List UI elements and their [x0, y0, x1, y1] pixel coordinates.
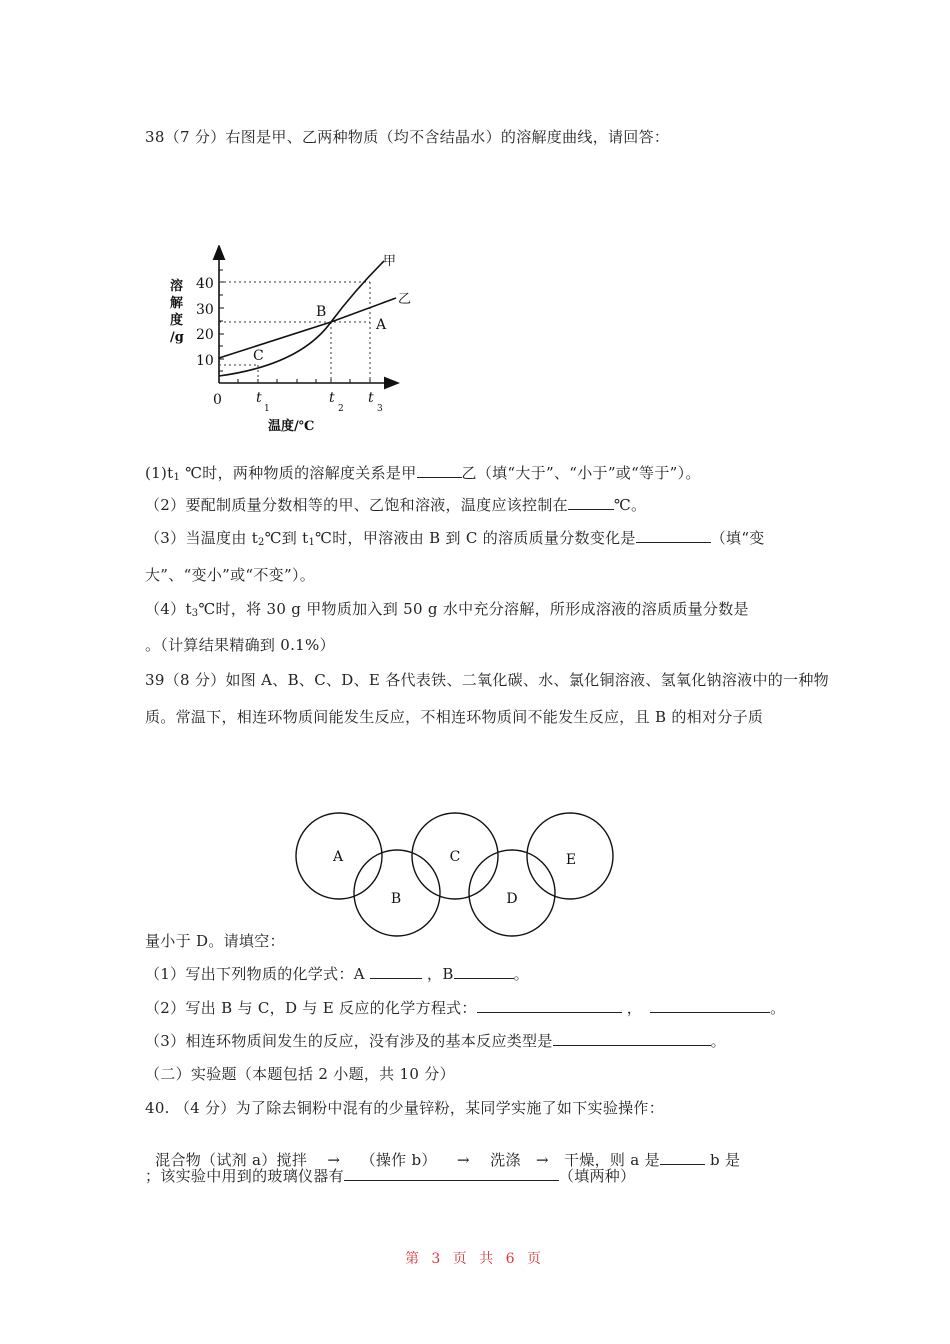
answer-blank-39-eq1[interactable] — [477, 998, 622, 1013]
answer-blank-38-1[interactable] — [417, 463, 462, 478]
svg-text:C: C — [449, 849, 461, 865]
question-39-line2: 质。常温下，相连环物质间能发生反应，不相连环物质间不能发生反应，且 B 的相对分子质 — [145, 708, 764, 726]
origin-label: 0 — [213, 392, 222, 408]
q39-part2: （2）写出 B 与 C，D 与 E 反应的化学方程式： ， 。 — [145, 999, 786, 1017]
rings-diagram — [290, 805, 620, 940]
y-tick-20: 20 — [196, 327, 214, 343]
question-39-line3: 量小于 D。请填空： — [145, 932, 285, 950]
question-40-line3: ；该实验中用到的玻璃仪器有 （填两种） — [145, 1167, 636, 1185]
q38-part3: （3）当温度由 $t_2℃$到 $t_1℃$时，甲溶液由 B 到 C 的溶质质量分数变化是 （填“变 — [145, 529, 765, 548]
x-tick-t1: t — [256, 390, 262, 406]
curve-yi — [219, 298, 396, 358]
answer-blank-39-a[interactable] — [370, 964, 422, 979]
answer-blank-40-glass[interactable] — [344, 1166, 559, 1181]
svg-text:解: 解 — [170, 296, 184, 311]
series-jia-label: 甲 — [383, 254, 397, 269]
q39-part1: （1）写出下列物质的化学式：A ，B 。 — [145, 965, 529, 983]
q39-part3: （3）相连环物质间发生的反应，没有涉及的基本反应类型是 。 — [145, 1032, 726, 1050]
point-c-label: C — [253, 348, 264, 364]
answer-blank-39-b[interactable] — [454, 964, 514, 979]
answer-blank-39-3[interactable] — [553, 1031, 711, 1046]
page-number: 第 3 页 共 6 页 — [404, 1251, 546, 1267]
svg-text:B: B — [390, 891, 402, 907]
question-38-header: 38（7 分）右图是甲、乙两种物质（均不含结晶水）的溶解度曲线，请回答： — [145, 128, 670, 146]
x-axis-label: 温度/℃ — [268, 419, 315, 434]
solubility-chart — [160, 245, 430, 440]
svg-text:/g: /g — [170, 330, 184, 345]
answer-blank-38-3[interactable] — [636, 528, 711, 543]
curve-jia — [219, 261, 384, 376]
svg-text:3: 3 — [377, 404, 383, 414]
x-tick-t2: t — [329, 390, 335, 406]
svg-text:A: A — [332, 849, 344, 865]
series-yi-label: 乙 — [398, 292, 412, 307]
y-tick-40: 40 — [196, 276, 214, 292]
answer-blank-40-a[interactable] — [660, 1150, 705, 1165]
question-40-line2: 混合物（试剂 a）搅拌 → （操作 b） → 洗涤 → 干燥，则 a 是 b 是 — [155, 1151, 741, 1169]
answer-blank-38-2[interactable] — [568, 495, 614, 510]
q38-part4: $(4)t_3℃$时，将 30 g 甲物质加入到 50 g 水中充分溶解，所形成溶液的溶质质量分数是 — [145, 600, 749, 619]
svg-text:D: D — [506, 891, 518, 907]
y-tick-10: 10 — [196, 353, 214, 369]
answer-blank-39-eq2[interactable] — [650, 998, 770, 1013]
q38-part2: （2）要配制质量分数相等的甲、乙饱和溶液，温度应该控制在 ℃。 — [145, 496, 647, 514]
point-b-label: B — [316, 304, 327, 320]
q38-part4-cont: 。（计算结果精确到 0.1%） — [145, 636, 335, 654]
question-40-line1: 40. （4 分）为了除去铜粉中混有的少量锌粉，某同学实施了如下实验操作： — [145, 1099, 665, 1117]
svg-text:溶: 溶 — [170, 279, 184, 294]
svg-text:E: E — [565, 852, 577, 868]
point-a-label: A — [376, 317, 387, 333]
section-experiment-title: （二）实验题（本题包括 2 小题，共 10 分） — [145, 1065, 455, 1083]
q38-part1: $(1)t_1$ ℃时，两种物质的溶解度关系是甲 乙（填“大于”、“小于”或“等于”）。 — [145, 464, 701, 483]
x-tick-t3: t — [368, 390, 374, 406]
svg-text:1: 1 — [264, 404, 270, 414]
y-tick-30: 30 — [196, 302, 214, 318]
svg-text:度: 度 — [170, 313, 184, 328]
question-39-line1: 39（8 分）如图 A、B、C、D、E 各代表铁、二氧化碳、水、氯化铜溶液、氢氧化钠溶液中的一种物 — [145, 671, 829, 689]
q38-part3-cont: 大”、“变小”或“不变”）。 — [145, 566, 316, 584]
svg-text:2: 2 — [338, 404, 344, 414]
